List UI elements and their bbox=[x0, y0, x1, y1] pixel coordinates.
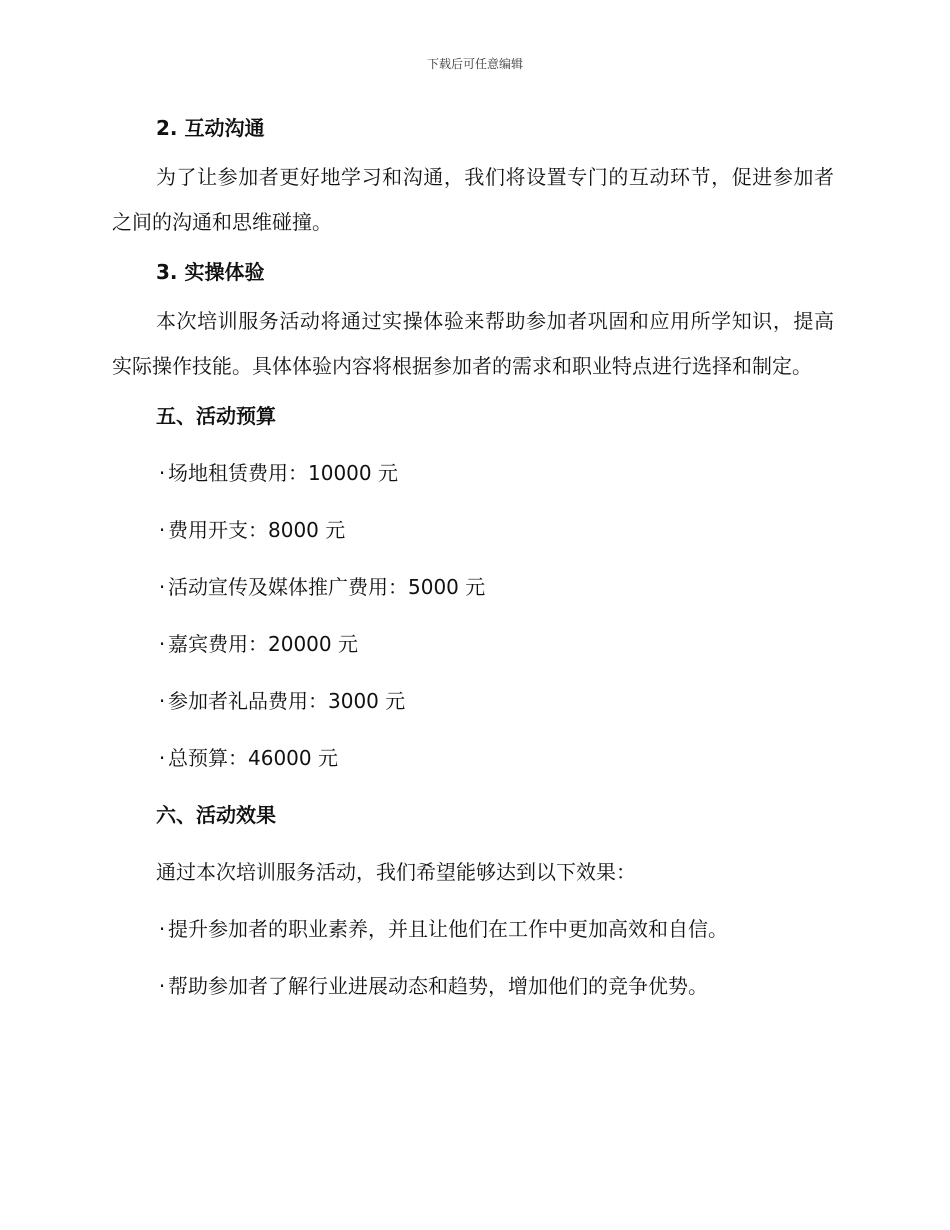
paragraph-hands-on: 本次培训服务活动将通过实操体验来帮助参加者巩固和应用所学知识，提高实际操作技能。具体体验内容将根据参加者的需求和职业特点进行选择和制定。 bbox=[112, 309, 834, 378]
budget-item-venue: · 场地租赁费用：10000 元 bbox=[112, 457, 834, 489]
budget-item-promotion: · 活动宣传及媒体推广费用：5000 元 bbox=[112, 571, 834, 603]
bullet-dot: · bbox=[158, 974, 166, 998]
bullet-dot: · bbox=[158, 461, 166, 485]
bullet-dot: · bbox=[158, 917, 166, 941]
effects-intro: 通过本次培训服务活动，我们希望能够达到以下效果： bbox=[156, 860, 636, 884]
budget-item-expenses: · 费用开支：8000 元 bbox=[112, 514, 834, 546]
budget-item-gifts: · 参加者礼品费用：3000 元 bbox=[112, 685, 834, 717]
paragraph-interactive-communication: 为了让参加者更好地学习和沟通，我们将设置专门的互动环节，促进参加者之间的沟通和思维碰撞。 bbox=[112, 165, 834, 234]
effect-item-industry-trends: · 帮助参加者了解行业进展动态和趋势，增加他们的竞争优势。 bbox=[112, 970, 834, 1002]
budget-item-total: · 总预算：46000 元 bbox=[112, 742, 834, 774]
document-body bbox=[112, 112, 834, 1002]
section-heading-hands-on: 3. 实操体验 bbox=[156, 260, 265, 284]
bullet-dot: · bbox=[158, 632, 166, 656]
page-header-note: 下载后可任意编辑 bbox=[426, 57, 523, 71]
bullet-dot: · bbox=[158, 575, 166, 599]
bullet-dot: · bbox=[158, 518, 166, 542]
budget-item-guests: · 嘉宾费用：20000 元 bbox=[112, 628, 834, 660]
effect-item-professionalism: · 提升参加者的职业素养，并且让他们在工作中更加高效和自信。 bbox=[112, 913, 834, 945]
bullet-dot: · bbox=[158, 689, 166, 713]
section-heading-budget: 五、活动预算 bbox=[156, 404, 276, 428]
bullet-dot: · bbox=[158, 746, 166, 770]
section-heading-interactive-communication: 2. 互动沟通 bbox=[156, 116, 265, 140]
section-heading-effects: 六、活动效果 bbox=[156, 803, 276, 827]
